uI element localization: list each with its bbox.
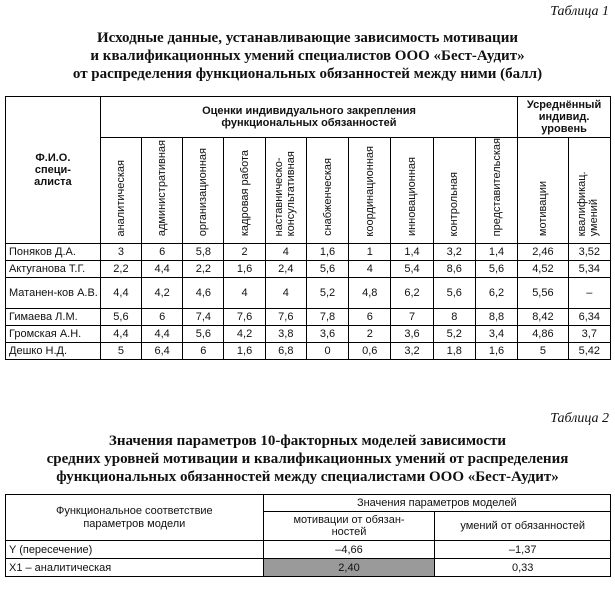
table-cell: 4 [265,244,306,261]
table-cell: 5,6 [183,326,224,343]
table-cell: 3,52 [568,244,610,261]
table-cell: 2,46 [518,244,569,261]
table-cell: 5,4 [391,261,433,278]
table-cell: 5,6 [306,261,348,278]
table2 [5,494,611,577]
column-header-text: контрольная [448,171,461,237]
table1-label: Таблица 1 [550,4,609,19]
table-row [6,261,611,278]
table-cell: 6 [142,244,183,261]
table-cell: 6 [183,343,224,360]
column-header [475,138,517,244]
table-row [6,541,611,559]
column-header-text: представительская [490,138,503,237]
table-cell: 4,6 [183,278,224,309]
table-cell: 2,2 [100,261,141,278]
column-header [306,138,348,244]
column-header-text: координационная [363,145,376,237]
table-cell: 5,6 [475,261,517,278]
table-cell: 4,4 [100,278,141,309]
table-cell: 5,6 [433,278,475,309]
table-cell: 1,6 [224,343,265,360]
table-row [6,326,611,343]
table-cell: 7,6 [224,309,265,326]
table-cell: 5,42 [568,343,610,360]
column-header-text: кадровая работа [238,150,251,237]
table-cell: 1,6 [306,244,348,261]
table-cell: 5,56 [518,278,569,309]
table-cell: 0 [306,343,348,360]
table-cell: 5 [518,343,569,360]
table-cell: 1,6 [475,343,517,360]
table-cell: 2,2 [183,261,224,278]
table-cell: 6,34 [568,309,610,326]
table-cell: 0,6 [349,343,391,360]
header-avg: Усреднённый индивид. уровень [518,97,611,138]
table1-title [0,29,615,83]
table-row [6,309,611,326]
table2-cell: –4,66 [263,541,435,559]
table-cell: 4,4 [142,261,183,278]
column-header [142,138,183,244]
column-header-text: организационная [197,148,210,237]
table-cell: 3,4 [475,326,517,343]
column-header-text: административная [156,140,169,237]
table2-title-line: средних уровней мотивации и квалификационных умений от распределения [46,451,569,467]
table2-header-left: Функциональное соответствие параметров модели [6,495,264,541]
table-cell: 1 [349,244,391,261]
table-row [6,343,611,360]
table1-title-line: от распределения функциональных обязанностей между ними (балл) [72,66,543,82]
table-cell: 2,4 [265,261,306,278]
table-cell: 5,2 [306,278,348,309]
table-cell: 8,8 [475,309,517,326]
header-name-text: Ф.И.О. специ-алиста [34,152,72,189]
table-cell: 3,2 [391,343,433,360]
table-cell: 7 [391,309,433,326]
table-row [6,559,611,577]
table-cell: 3,6 [391,326,433,343]
table-cell: 4,2 [224,326,265,343]
table-cell: 5,2 [433,326,475,343]
table-cell: 4,52 [518,261,569,278]
column-header [433,138,475,244]
table-cell: 4 [265,278,306,309]
table-cell: 4,8 [349,278,391,309]
table-cell: 5,6 [100,309,141,326]
table-cell: 4,4 [142,326,183,343]
table-cell: 8 [433,309,475,326]
table2-header-col2: умений от обязанностей [435,512,611,541]
table-cell: 2 [224,244,265,261]
table2-title-line: функциональных обязанностей между специалистами ООО «Бест-Аудит» [56,469,559,485]
column-header [349,138,391,244]
table-cell: 3 [100,244,141,261]
table2-header-group: Значения параметров моделей [263,495,610,512]
table-cell: 4,4 [100,326,141,343]
table-cell: 6 [349,309,391,326]
table2-title-line: Значения параметров 10-факторных моделей зависимости [108,433,507,449]
table-cell: 5 [100,343,141,360]
column-header [265,138,306,244]
table-cell: 6,4 [142,343,183,360]
table-cell: 7,8 [306,309,348,326]
table-cell: 3,6 [306,326,348,343]
column-header [518,138,569,244]
table-row [6,244,611,261]
table-cell: – [568,278,610,309]
table-cell: 4,2 [142,278,183,309]
column-header [183,138,224,244]
table-cell: 8,42 [518,309,569,326]
column-header [391,138,433,244]
column-header-text: мотивации [536,181,549,237]
specialist-name: Дешко Н.Д. [6,343,101,360]
table2-cell: 0,33 [435,559,611,577]
column-header [568,138,610,244]
table-cell: 7,4 [183,309,224,326]
table2-label: Таблица 2 [550,411,609,426]
column-header-text: квалификац. умений [576,171,601,237]
table-cell: 7,6 [265,309,306,326]
table-cell: 1,4 [391,244,433,261]
table1 [5,96,611,360]
table2-cell: –1,37 [435,541,611,559]
header-group: Оценки индивидуального закрепления функциональных обязанностей [100,97,517,138]
table-cell: 6 [142,309,183,326]
table2-title [0,432,615,486]
table-cell: 4 [349,261,391,278]
specialist-name: Актуганова Т.Г. [6,261,101,278]
table-cell: 5,8 [183,244,224,261]
table2-row-label: Y (пересечение) [6,541,264,559]
column-header-text: наставническо-консультативная [272,151,297,237]
table-cell: 1,6 [224,261,265,278]
table-cell: 3,2 [433,244,475,261]
specialist-name: Гимаева Л.М. [6,309,101,326]
table-cell: 5,34 [568,261,610,278]
specialist-name: Матанен-ков А.В. [6,278,101,309]
table-row [6,278,611,309]
table-cell: 4 [224,278,265,309]
header-name [6,97,101,244]
table-cell: 4,86 [518,326,569,343]
table-cell: 6,2 [475,278,517,309]
table-cell: 3,7 [568,326,610,343]
table1-title-line: Исходные данные, устанавливающие зависимость мотивации [96,30,518,46]
column-header-text: инновационная [406,157,419,237]
table2-row-label: X1 – аналитическая [6,559,264,577]
table-cell: 3,8 [265,326,306,343]
table2-header-col1: мотивации от обязан-ностей [263,512,435,541]
table-cell: 1,8 [433,343,475,360]
column-header-text: снабженческая [321,158,334,237]
specialist-name: Поняков Д.А. [6,244,101,261]
table-cell: 8,6 [433,261,475,278]
table-cell: 1,4 [475,244,517,261]
table-cell: 6,2 [391,278,433,309]
column-header-text: аналитическая [114,159,127,237]
table1-title-line: и квалификационных умений специалистов ООО «Бест-Аудит» [90,48,525,64]
column-header [224,138,265,244]
table2-cell-highlighted: 2,40 [263,559,435,577]
table-cell: 2 [349,326,391,343]
specialist-name: Громская А.Н. [6,326,101,343]
column-header [100,138,141,244]
table-cell: 6,8 [265,343,306,360]
